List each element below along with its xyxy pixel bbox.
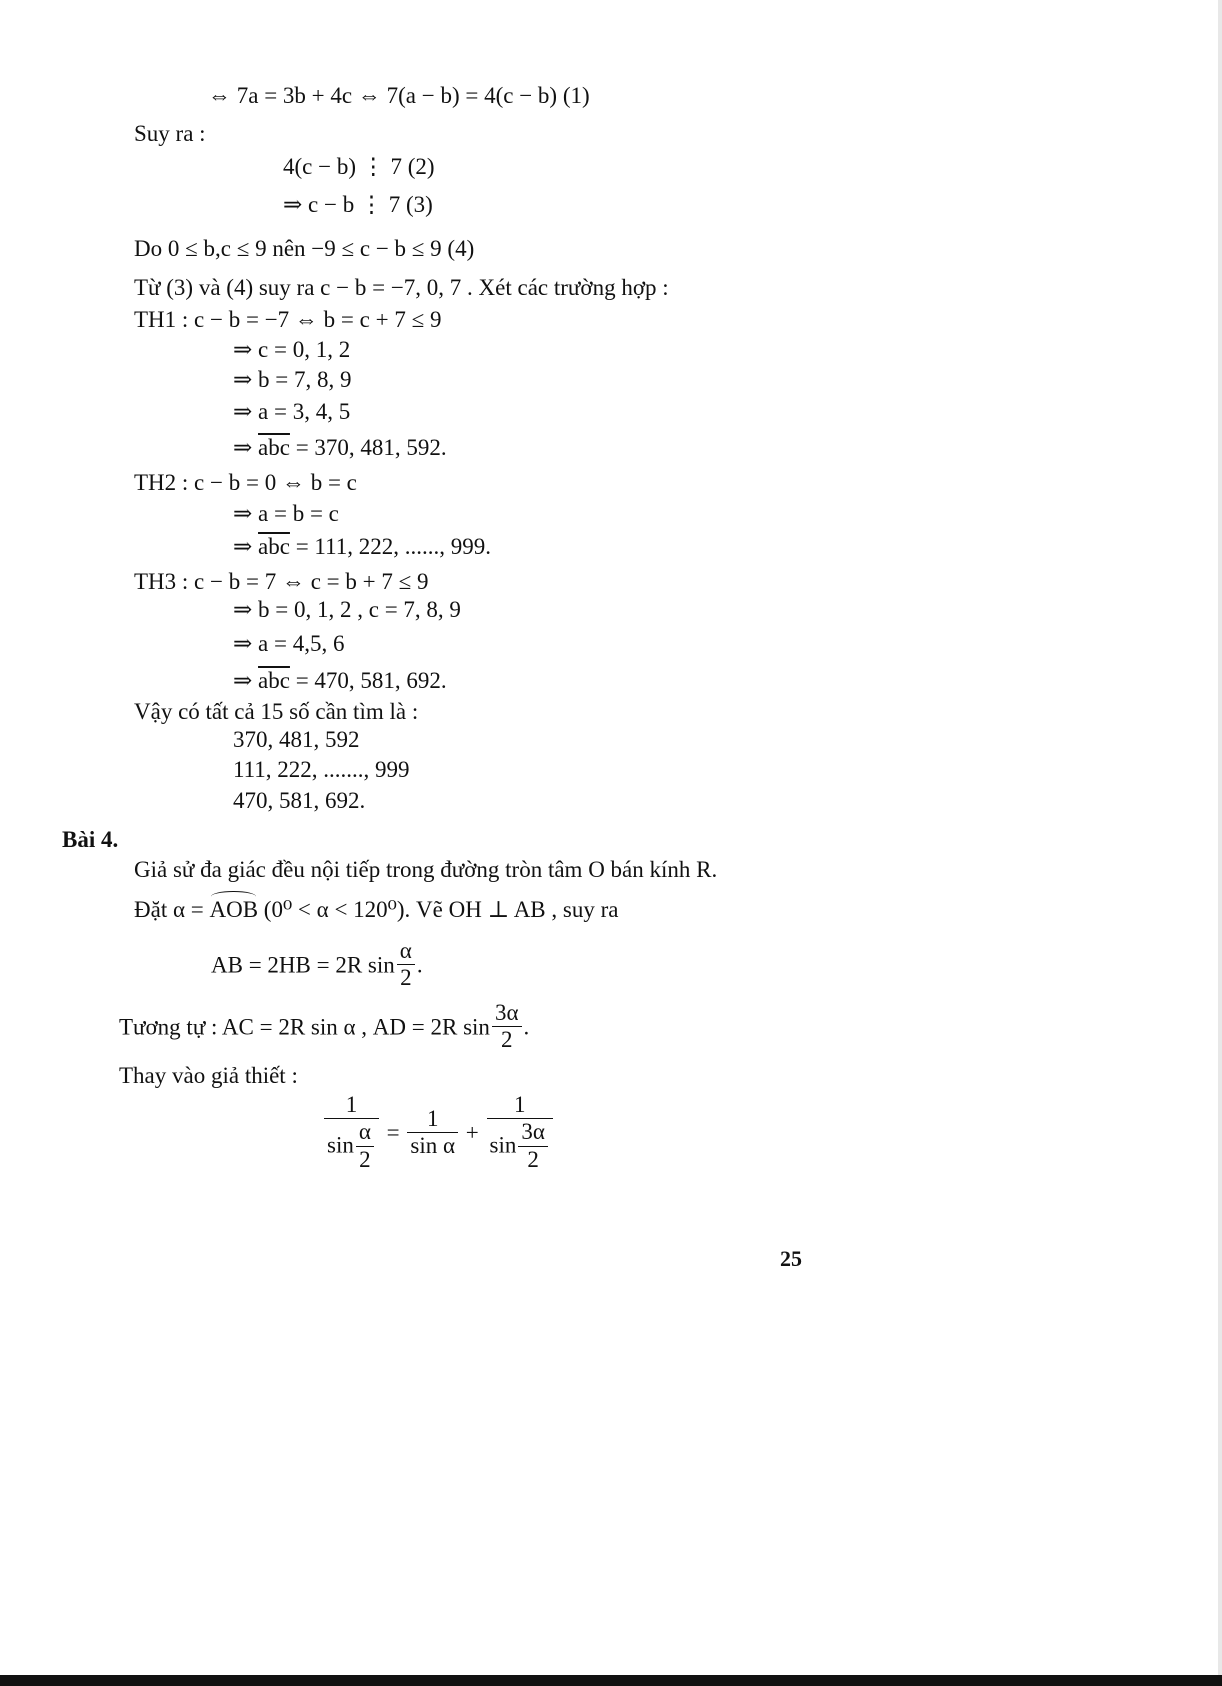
line-divisibility-2: 4(c − b) ⋮ 7 (2) xyxy=(283,154,435,179)
case-1-step-b: ⇒ b = 7, 8, 9 xyxy=(233,367,352,392)
exercise-4-premise: Giả sử đa giác đều nội tiếp trong đường tròn tâm O bán kính R. xyxy=(134,857,718,882)
answer-list-2: 111, 222, ......., 999 xyxy=(233,757,410,782)
line-suy-ra: Suy ra : xyxy=(134,121,206,146)
fraction-alpha-over-2: $\frac{\alpha}{2}$ xyxy=(397,938,415,992)
line-equation-1: ⇔ 7a = 3b + 4c ⇔ 7(a − b) = 4(c − b) (1) xyxy=(208,83,590,108)
fraction-1-over-sin-alpha: $\frac{1}{\text{sin α}}$ xyxy=(407,1106,458,1160)
case-3-heading: TH3 : c − b = 7 ⇔ c = b + 7 ≤ 9 xyxy=(134,569,429,594)
page-number: 25 xyxy=(780,1246,802,1271)
case-2-step-a: ⇒ a = b = c xyxy=(233,501,339,526)
fraction-1-over-sin-3alpha-half: 1 sin $\frac{3\alpha}{2}$ xyxy=(487,1092,553,1173)
scan-bottom-border xyxy=(0,1675,1222,1686)
case-1-heading: TH1 : c − b = −7 ⇔ b = c + 7 ≤ 9 xyxy=(134,307,442,332)
answer-list-3: 470, 581, 692. xyxy=(233,788,366,813)
case-3-step-a: ⇒ a = 4,5, 6 xyxy=(233,631,345,656)
number-abc: $\overline{abc}$ xyxy=(258,435,290,460)
number-abc: $\overline{abc}$ xyxy=(258,668,290,693)
line-cases-intro: Từ (3) và (4) suy ra c − b = −7, 0, 7 . Xét các trường hợp : xyxy=(134,275,669,300)
line-divisibility-3: ⇒ c − b ⋮ 7 (3) xyxy=(283,192,433,217)
angle-aob: AOB xyxy=(209,897,259,922)
scan-edge xyxy=(1218,0,1222,1686)
number-abc: $\overline{abc}$ xyxy=(258,534,290,559)
case-1-step-c: ⇒ c = 0, 1, 2 xyxy=(233,337,351,362)
case-2-result: ⇒ $\overline{abc} = 111$, 222, ......, 999. xyxy=(233,534,491,559)
line-range-4: Do 0 ≤ b,c ≤ 9 nên −9 ≤ c − b ≤ 9 (4) xyxy=(134,236,475,261)
case-2-heading: TH2 : c − b = 0 ⇔ b = c xyxy=(134,470,357,495)
fraction-1-over-sin-half-alpha: 1 sin $\frac{\alpha}{2}$ xyxy=(324,1092,379,1173)
case-3-step-b-c: ⇒ b = 0, 1, 2 , c = 7, 8, 9 xyxy=(233,597,461,622)
fraction-3alpha-over-2: $\frac{3\alpha}{2}$ xyxy=(492,1000,522,1054)
main-equation: 1 sin $\frac{\alpha}{2}$ = $\frac{1}{\text{sin α}}$ + 1 sin $\frac{3\alpha}{2}$ xyxy=(322,1092,555,1173)
exercise-4-setup: Đặt α = AOB (0⁰ < α < 120⁰). Vẽ OH ⊥ AB , suy ra xyxy=(134,897,619,922)
answer-list-1: 370, 481, 592 xyxy=(233,727,360,752)
case-1-step-a: ⇒ a = 3, 4, 5 xyxy=(233,399,351,424)
case-1-result: ⇒ $\overline{abc} = 370$, 481, 592. xyxy=(233,435,447,460)
formula-ac-ad: Tương tự : AC = 2R sin α , AD = 2R sin $\frac{3\alpha}{2}$ . xyxy=(119,1000,530,1053)
exercise-heading: Bài 4. xyxy=(62,827,119,852)
conclusion-line: Vậy có tất cả 15 số cần tìm là : xyxy=(134,699,419,724)
case-3-result: ⇒ $\overline{abc} = 470$, 581, 692. xyxy=(233,668,447,693)
formula-ab: AB = 2HB = 2R sin $\frac{\alpha}{2}$ . xyxy=(211,938,423,991)
substitution-line: Thay vào giả thiết : xyxy=(119,1063,298,1088)
